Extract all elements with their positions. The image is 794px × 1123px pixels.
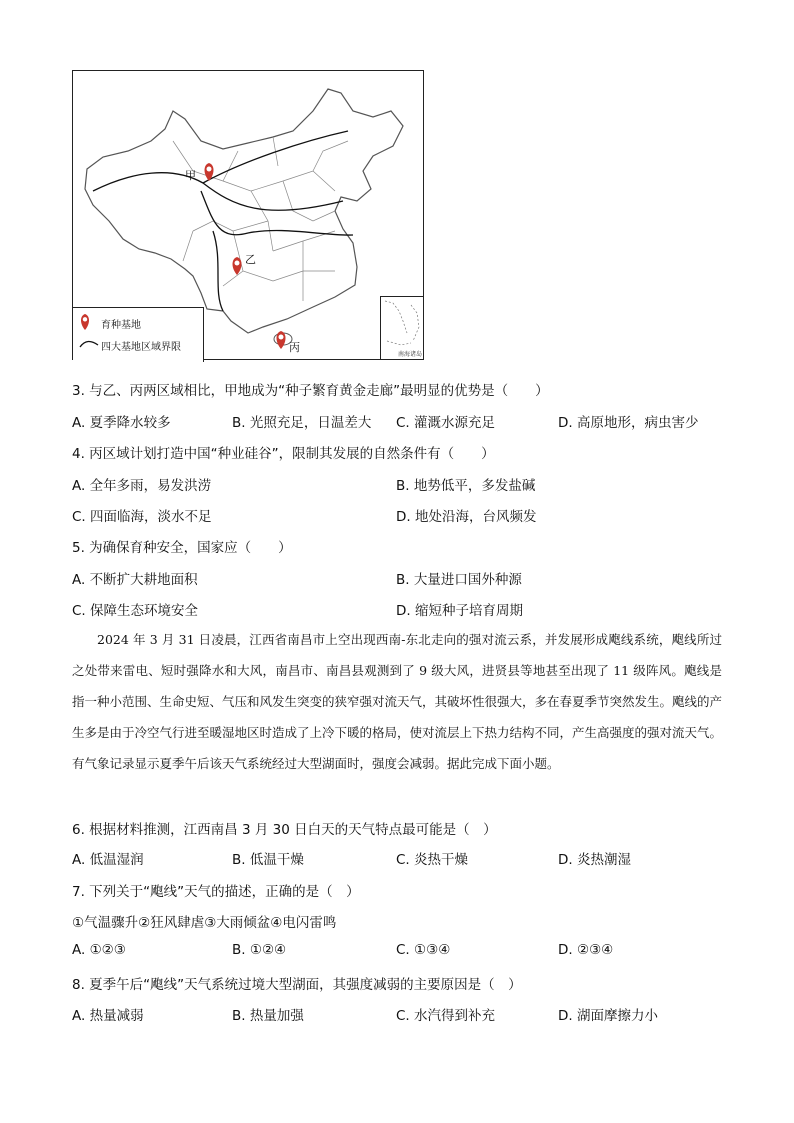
map-legend: [73, 307, 204, 362]
q3-option-a[interactable]: A. 夏季降水较多: [72, 415, 171, 431]
q8-option-a[interactable]: A. 热量减弱: [72, 1008, 144, 1024]
q5-option-a[interactable]: A. 不断扩大耕地面积: [72, 572, 198, 588]
reading-passage: [72, 624, 722, 779]
q6-option-a[interactable]: A. 低温湿润: [72, 852, 144, 868]
question-5-stem: 5. 为确保育种安全，国家应（ ）: [72, 540, 292, 556]
q7-option-a[interactable]: A. ①②③: [72, 942, 126, 958]
q7-option-d[interactable]: D. ②③④: [558, 942, 614, 958]
q6-option-b[interactable]: B. 低温干燥: [232, 852, 304, 868]
q5-option-c[interactable]: C. 保障生态环境安全: [72, 603, 199, 619]
pin-icon: [79, 314, 101, 333]
q8-option-c[interactable]: C. 水汽得到补充: [396, 1008, 496, 1024]
base-marker-bing: [277, 331, 286, 349]
label-bing: 丙: [289, 341, 300, 354]
q8-option-b[interactable]: B. 热量加强: [232, 1008, 304, 1024]
south-china-sea-inset: [380, 296, 423, 359]
question-7-statements: ①气温骤升②狂风肆虐③大雨倾盆④电闪雷鸣: [72, 915, 337, 931]
inset-label: 南海诸岛: [397, 351, 422, 358]
legend-boundary-label: 四大基地区域界限: [101, 342, 181, 353]
q4-option-a[interactable]: A. 全年多雨，易发洪涝: [72, 478, 212, 494]
q5-option-b[interactable]: B. 大量进口国外种源: [396, 572, 522, 588]
boundary-line-icon: [79, 339, 101, 352]
legend-base-label: 育种基地: [101, 320, 141, 331]
q7-option-b[interactable]: B. ①②④: [232, 942, 287, 958]
q5-option-d[interactable]: D. 缩短种子培育周期: [396, 603, 523, 619]
q3-option-c[interactable]: C. 灌溉水源充足: [396, 415, 496, 431]
question-3-stem: 3. 与乙、丙两区域相比，甲地成为“种子繁育黄金走廊”最明显的优势是（ ）: [72, 383, 549, 399]
label-yi: 乙: [245, 253, 256, 266]
q6-option-d[interactable]: D. 炎热潮湿: [558, 852, 631, 868]
q8-option-d[interactable]: D. 湖面摩擦力小: [558, 1008, 658, 1024]
china-map-figure: [72, 70, 424, 360]
q6-option-c[interactable]: C. 炎热干燥: [396, 852, 469, 868]
q4-option-d[interactable]: D. 地处沿海，台风频发: [396, 509, 537, 525]
q3-option-b[interactable]: B. 光照充足，日温差大: [232, 415, 372, 431]
q4-option-b[interactable]: B. 地势低平，多发盐碱: [396, 478, 536, 494]
q7-option-c[interactable]: C. ①③④: [396, 942, 451, 958]
question-8-stem: 8. 夏季午后“飑线”天气系统过境大型湖面，其强度减弱的主要原因是（ ）: [72, 977, 522, 993]
question-4-stem: 4. 丙区域计划打造中国“种业硅谷”，限制其发展的自然条件有（ ）: [72, 446, 495, 462]
label-jia: 甲: [185, 169, 196, 182]
q4-option-c[interactable]: C. 四面临海，淡水不足: [72, 509, 212, 525]
passage-text: 2024 年 3 月 31 日凌晨，江西省南昌市上空出现西南-东北走向的强对流云系，并发展形成飑线系统，飑线所过之处带来雷电、短时强降水和大风，南昌市、南昌县观测到了 9 级大风，进贤县等地甚至出现了 11 级阵风。飑线是指一种小范围、生命史短、气压和风发生突变的狭窄强对流天气，其破坏性很强大，多在春夏季节突然发生。飑线的产生多是由于冷空气行进至暖湿地区时造成了上冷下暖的格局，使对流层上下热力结构不同，产生高强度的强对流天气。有气象记录显示夏季午后该天气系统经过大型湖面时，强度会减弱。据此完成下面小题。: [72, 632, 723, 771]
q3-option-d[interactable]: D. 高原地形，病虫害少: [558, 415, 699, 431]
question-7-stem: 7. 下列关于“飑线”天气的描述，正确的是（ ）: [72, 884, 360, 900]
question-6-stem: 6. 根据材料推测，江西南昌 3 月 30 日白天的天气特点最可能是（ ）: [72, 822, 497, 838]
